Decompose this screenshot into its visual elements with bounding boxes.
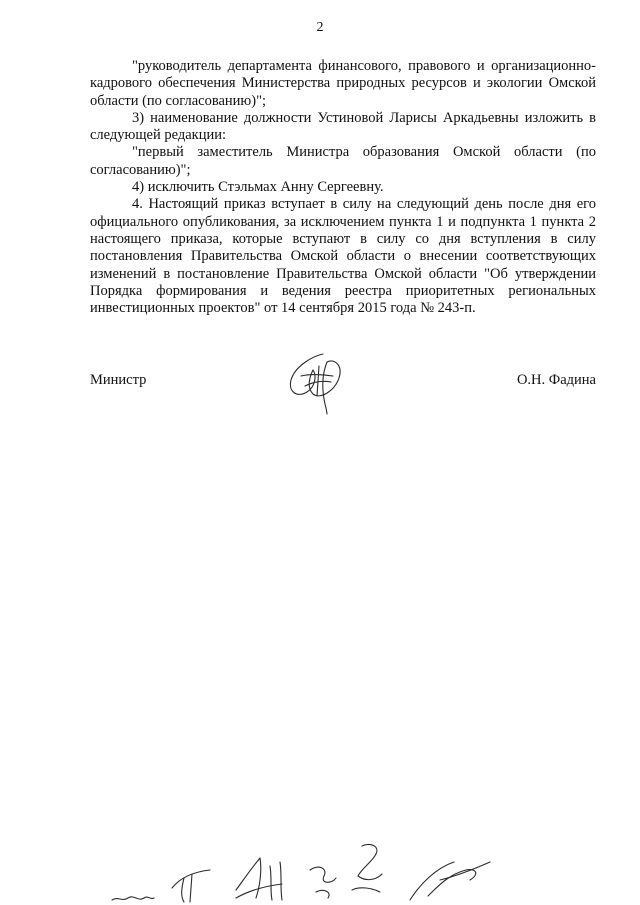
handwritten-initials bbox=[110, 840, 510, 905]
document-body bbox=[90, 58, 596, 317]
signer-name: О.Н. Фадина bbox=[516, 372, 596, 388]
paragraph-item-3: 3) наименование должности Устиновой Ларисы Аркадьевны изложить в следующей редакции: bbox=[90, 109, 596, 144]
signer-title: Министр bbox=[90, 372, 147, 388]
paragraph-effective-date: 4. Настоящий приказ вступает в силу на следующий день после дня его официального опубликования, за исключением пункта 1 и подпункта 1 пункта 2 настоящего приказа, которые вступают в силу со дня вступления в силу постановления Правительства Омской области о внесении соответствующих изменений в постановление Правительства Омской области "Об утверждении Порядка формирования и ведения реестра приоритетных региональных инвестиционных проектов" от 14 сентября 2015 года № 243-п. bbox=[90, 196, 596, 317]
handwritten-signature bbox=[283, 346, 353, 416]
paragraph-department-head: "руководитель департамента финансового, правового и организационно-кадрового обеспечения Министерства природных ресурсов и экологии Омской области (по согласованию)"; bbox=[90, 58, 596, 109]
page-number: 2 bbox=[316, 20, 324, 35]
paragraph-first-deputy: "первый заместитель Министра образования Омской области (по согласованию)"; bbox=[90, 144, 596, 178]
paragraph-item-4: 4) исключить Стэльмах Анну Сергеевну. bbox=[132, 179, 384, 196]
